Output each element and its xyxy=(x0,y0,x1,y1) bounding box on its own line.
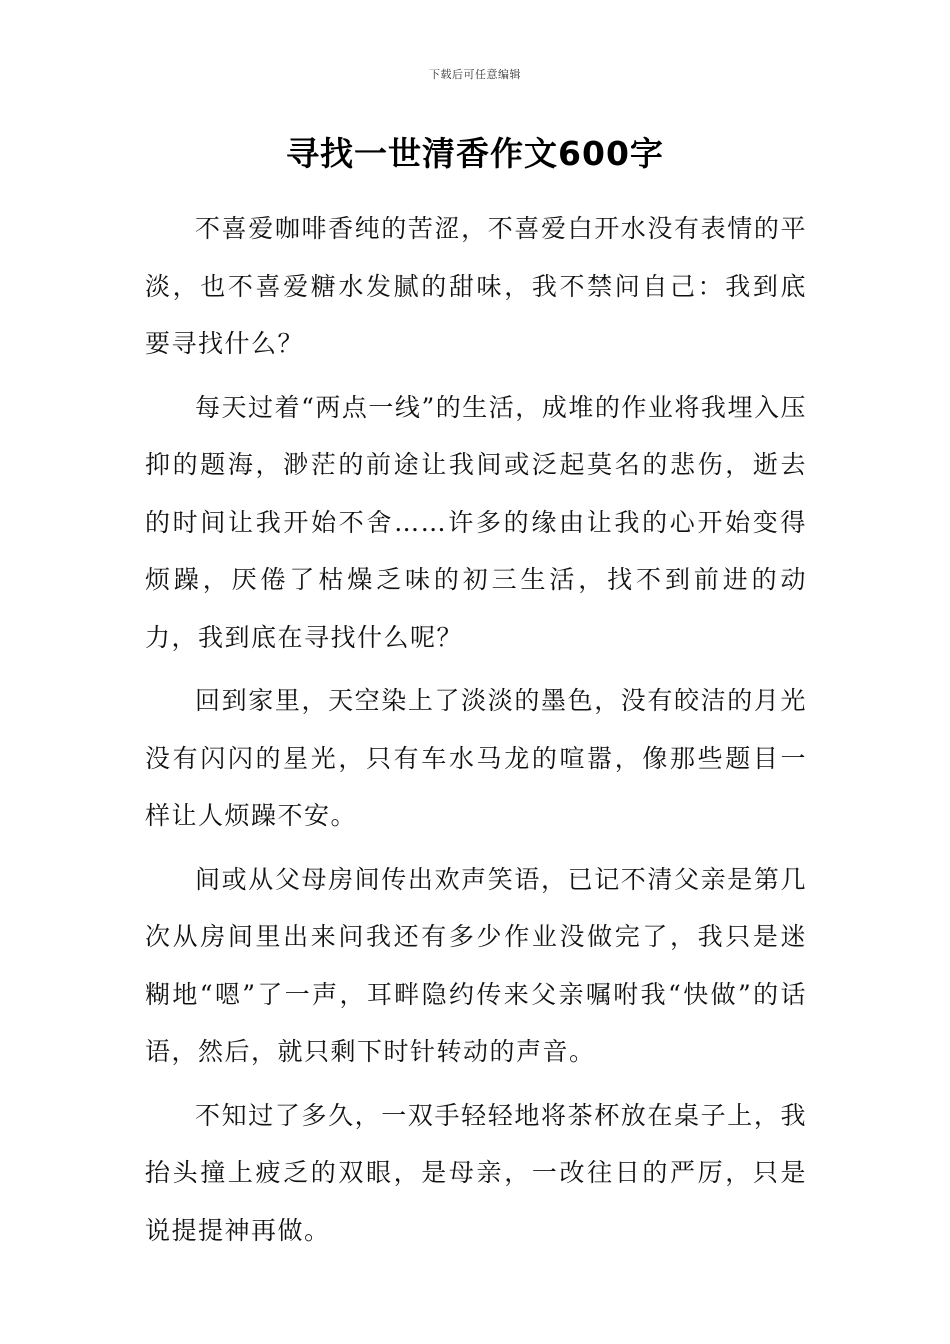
paragraph-3: 回到家里，天空染上了淡淡的墨色，没有皎洁的月光没有闪闪的星光，只有车水马龙的喧嚣，像那些题目一样让人烦躁不安。 xyxy=(145,686,807,830)
paragraph-4: 间或从父母房间传出欢声笑语，已记不清父亲是第几次从房间里出来问我还有多少作业没做完了，我只是迷糊地“嗯”了一声，耳畔隐约传来父亲嘱咐我“快做”的话语，然后，就只剩下时针转动的声音。 xyxy=(145,864,807,1066)
paragraph-5: 不知过了多久，一双手轻轻地将茶杯放在桌子上，我抬头撞上疲乏的双眼，是母亲，一改往日的严厉，只是说提提神再做。 xyxy=(145,1100,807,1245)
paragraph-2: 每天过着“两点一线”的生活，成堆的作业将我埋入压抑的题海，渺茫的前途让我间或泛起莫名的悲伤，逝去的时间让我开始不舍……许多的缘由让我的心开始变得烦躁，厌倦了枯燥乏味的初三生活，找不到前进的动力，我到底在寻找什么呢？ xyxy=(145,392,807,652)
paragraph-1: 不喜爱咖啡香纯的苦涩，不喜爱白开水没有表情的平淡，也不喜爱糖水发腻的甜味，我不禁问自己：我到底要寻找什么？ xyxy=(145,214,807,358)
essay-body xyxy=(145,200,807,1265)
page-title: 寻找一世清香作文600字 xyxy=(286,134,664,173)
header-note: 下载后可任意编辑 xyxy=(429,68,521,81)
